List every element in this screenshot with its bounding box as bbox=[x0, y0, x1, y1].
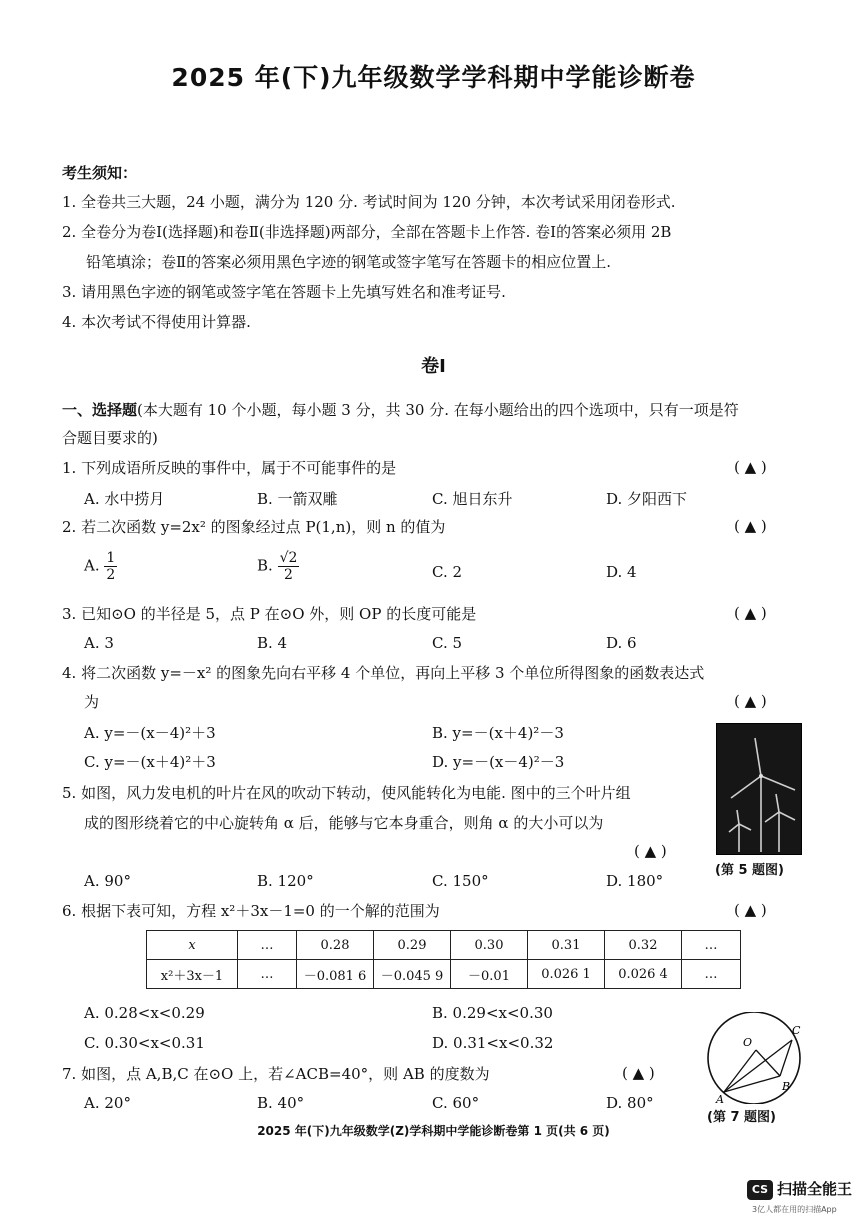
q5-option-b: B. 120° bbox=[257, 872, 314, 890]
q5-option-c: C. 150° bbox=[432, 872, 489, 890]
q7-stem: 7. 如图，点 A,B,C 在⊙O 上，若∠ACB=40°，则 AB 的度数为 bbox=[62, 1065, 490, 1083]
q2-stem: 2. 若二次函数 y=2x² 的图象经过点 P(1,n)，则 n 的值为 bbox=[62, 518, 446, 536]
table-cell: … bbox=[238, 960, 297, 989]
q3-option-d: D. 6 bbox=[606, 634, 637, 652]
q2-a-numerator: 1 bbox=[106, 550, 116, 566]
table-cell: … bbox=[238, 931, 297, 960]
table-cell: 0.30 bbox=[451, 931, 528, 960]
q7-option-b: B. 40° bbox=[257, 1094, 305, 1112]
q2-option-a bbox=[84, 550, 117, 583]
table-row bbox=[147, 931, 741, 960]
wind-turbine-icon bbox=[717, 724, 801, 854]
q2-option-b bbox=[257, 550, 299, 583]
q6-option-b: B. 0.29<x<0.30 bbox=[432, 1004, 553, 1022]
q4-option-d: D. y=－(x－4)²－3 bbox=[432, 753, 565, 771]
figure5-caption: (第 5 题图) bbox=[715, 863, 784, 878]
table-cell: －0.045 9 bbox=[374, 960, 451, 989]
q4-stem: 4. 将二次函数 y=－x² 的图象先向右平移 4 个单位，再向上平移 3 个单位所得图象的函数表达式 bbox=[62, 664, 705, 682]
q2-option-b-fraction bbox=[278, 550, 300, 583]
notice-heading: 考生须知： bbox=[62, 164, 138, 182]
table-cell: x bbox=[147, 931, 238, 960]
notice-item-3: 3. 请用黑色字迹的钢笔或签字笔在答题卡上先填写姓名和准考证号. bbox=[62, 283, 506, 301]
q1-option-a: A. 水中捞月 bbox=[84, 490, 165, 508]
q7-option-c: C. 60° bbox=[432, 1094, 480, 1112]
q4-option-b: B. y=－(x＋4)²－3 bbox=[432, 724, 564, 742]
camscanner-logo-icon: CS bbox=[747, 1180, 773, 1200]
point-o-label: O bbox=[743, 1036, 753, 1049]
q5-option-d: D. 180° bbox=[606, 872, 664, 890]
point-b-label: B bbox=[782, 1080, 791, 1093]
point-a-label: A bbox=[716, 1093, 724, 1104]
table-cell: 0.29 bbox=[374, 931, 451, 960]
table-cell: … bbox=[682, 960, 741, 989]
camscanner-tagline: 3亿人都在用的扫描App bbox=[752, 1205, 837, 1214]
notice-item-2: 2. 全卷分为卷Ⅰ(选择题)和卷Ⅱ(非选择题)两部分，全部在答题卡上作答. 卷Ⅰ的答案必须用 2B bbox=[62, 223, 672, 241]
q5-stem-cont: 成的图形绕着它的中心旋转角 α 后，能够与它本身重合，则角 α 的大小可以为 bbox=[84, 814, 604, 832]
q5-option-a: A. 90° bbox=[84, 872, 131, 890]
page-title: 2025 年(下)九年级数学学科期中学能诊断卷 bbox=[171, 63, 696, 92]
table-cell: 0.31 bbox=[528, 931, 605, 960]
q7-option-d: D. 80° bbox=[606, 1094, 654, 1112]
circle-figure bbox=[700, 1012, 808, 1104]
q3-answer-bracket: ( ▲ ) bbox=[734, 604, 767, 622]
q6-value-table bbox=[146, 930, 741, 989]
notice-item-2-cont: 铅笔填涂；卷Ⅱ的答案必须用黑色字迹的钢笔或签字笔写在答题卡的相应位置上. bbox=[86, 253, 611, 271]
wind-turbine-figure bbox=[716, 723, 802, 855]
q3-option-a: A. 3 bbox=[84, 634, 114, 652]
q7-option-a: A. 20° bbox=[84, 1094, 131, 1112]
q4-option-c: C. y=－(x＋4)²＋3 bbox=[84, 753, 216, 771]
q3-option-b: B. 4 bbox=[257, 634, 288, 652]
q2-option-a-label: A. bbox=[84, 556, 100, 575]
table-cell: 0.026 1 bbox=[528, 960, 605, 989]
q4-option-a: A. y=－(x－4)²＋3 bbox=[84, 724, 216, 742]
q2-b-numerator: √2 bbox=[279, 550, 298, 566]
q6-option-d: D. 0.31<x<0.32 bbox=[432, 1034, 554, 1052]
q2-option-d: D. 4 bbox=[606, 563, 637, 581]
table-cell: … bbox=[682, 931, 741, 960]
volume-label: 卷Ⅰ bbox=[421, 356, 446, 377]
q6-option-c: C. 0.30<x<0.31 bbox=[84, 1034, 205, 1052]
page-footer: 2025 年(下)九年级数学(Z)学科期中学能诊断卷第 1 页(共 6 页) bbox=[257, 1124, 610, 1138]
q1-option-d: D. 夕阳西下 bbox=[606, 490, 688, 508]
table-cell: x²＋3x－1 bbox=[147, 960, 238, 989]
q4-answer-bracket: ( ▲ ) bbox=[734, 692, 767, 710]
table-row bbox=[147, 960, 741, 989]
table-cell: 0.28 bbox=[297, 931, 374, 960]
q2-option-a-fraction bbox=[104, 550, 117, 583]
table-cell: 0.32 bbox=[605, 931, 682, 960]
q2-option-c: C. 2 bbox=[432, 563, 463, 581]
camscanner-name: 扫描全能王 bbox=[777, 1180, 853, 1198]
table-cell: 0.026 4 bbox=[605, 960, 682, 989]
q1-answer-bracket: ( ▲ ) bbox=[734, 458, 767, 476]
figure7-caption: (第 7 题图) bbox=[707, 1110, 776, 1125]
section1-desc: (本大题有 10 个小题，每小题 3 分，共 30 分. 在每小题给出的四个选项中，只有一项是符 bbox=[137, 401, 739, 419]
q5-answer-bracket: ( ▲ ) bbox=[634, 842, 667, 860]
q6-answer-bracket: ( ▲ ) bbox=[734, 901, 767, 919]
q6-option-a: A. 0.28<x<0.29 bbox=[84, 1004, 205, 1022]
q1-option-c: C. 旭日东升 bbox=[432, 490, 513, 508]
q1-option-b: B. 一箭双雕 bbox=[257, 490, 338, 508]
section1-desc-cont: 合题目要求的) bbox=[62, 429, 158, 447]
section1-header bbox=[62, 400, 739, 420]
q2-a-denominator: 2 bbox=[106, 567, 116, 583]
q3-stem: 3. 已知⊙O 的半径是 5，点 P 在⊙O 外，则 OP 的长度可能是 bbox=[62, 605, 477, 623]
q2-option-b-label: B. bbox=[257, 556, 273, 575]
section1-heading: 一、选择题 bbox=[62, 401, 138, 419]
q5-stem: 5. 如图，风力发电机的叶片在风的吹动下转动，使风能转化为电能. 图中的三个叶片组 bbox=[62, 784, 631, 802]
point-c-label: C bbox=[792, 1024, 801, 1037]
table-cell: －0.01 bbox=[451, 960, 528, 989]
notice-item-4: 4. 本次考试不得使用计算器. bbox=[62, 313, 251, 331]
q2-b-denominator: 2 bbox=[284, 567, 293, 583]
q4-stem-cont: 为 bbox=[84, 693, 100, 711]
q6-stem: 6. 根据下表可知，方程 x²＋3x－1=0 的一个解的范围为 bbox=[62, 902, 440, 920]
table-cell: －0.081 6 bbox=[297, 960, 374, 989]
q3-option-c: C. 5 bbox=[432, 634, 463, 652]
q1-stem: 1. 下列成语所反映的事件中，属于不可能事件的是 bbox=[62, 459, 397, 477]
q7-answer-bracket: ( ▲ ) bbox=[622, 1064, 655, 1082]
q2-answer-bracket: ( ▲ ) bbox=[734, 517, 767, 535]
notice-item-1: 1. 全卷共三大题，24 小题，满分为 120 分. 考试时间为 120 分钟，本次考试采用闭卷形式. bbox=[62, 193, 676, 211]
